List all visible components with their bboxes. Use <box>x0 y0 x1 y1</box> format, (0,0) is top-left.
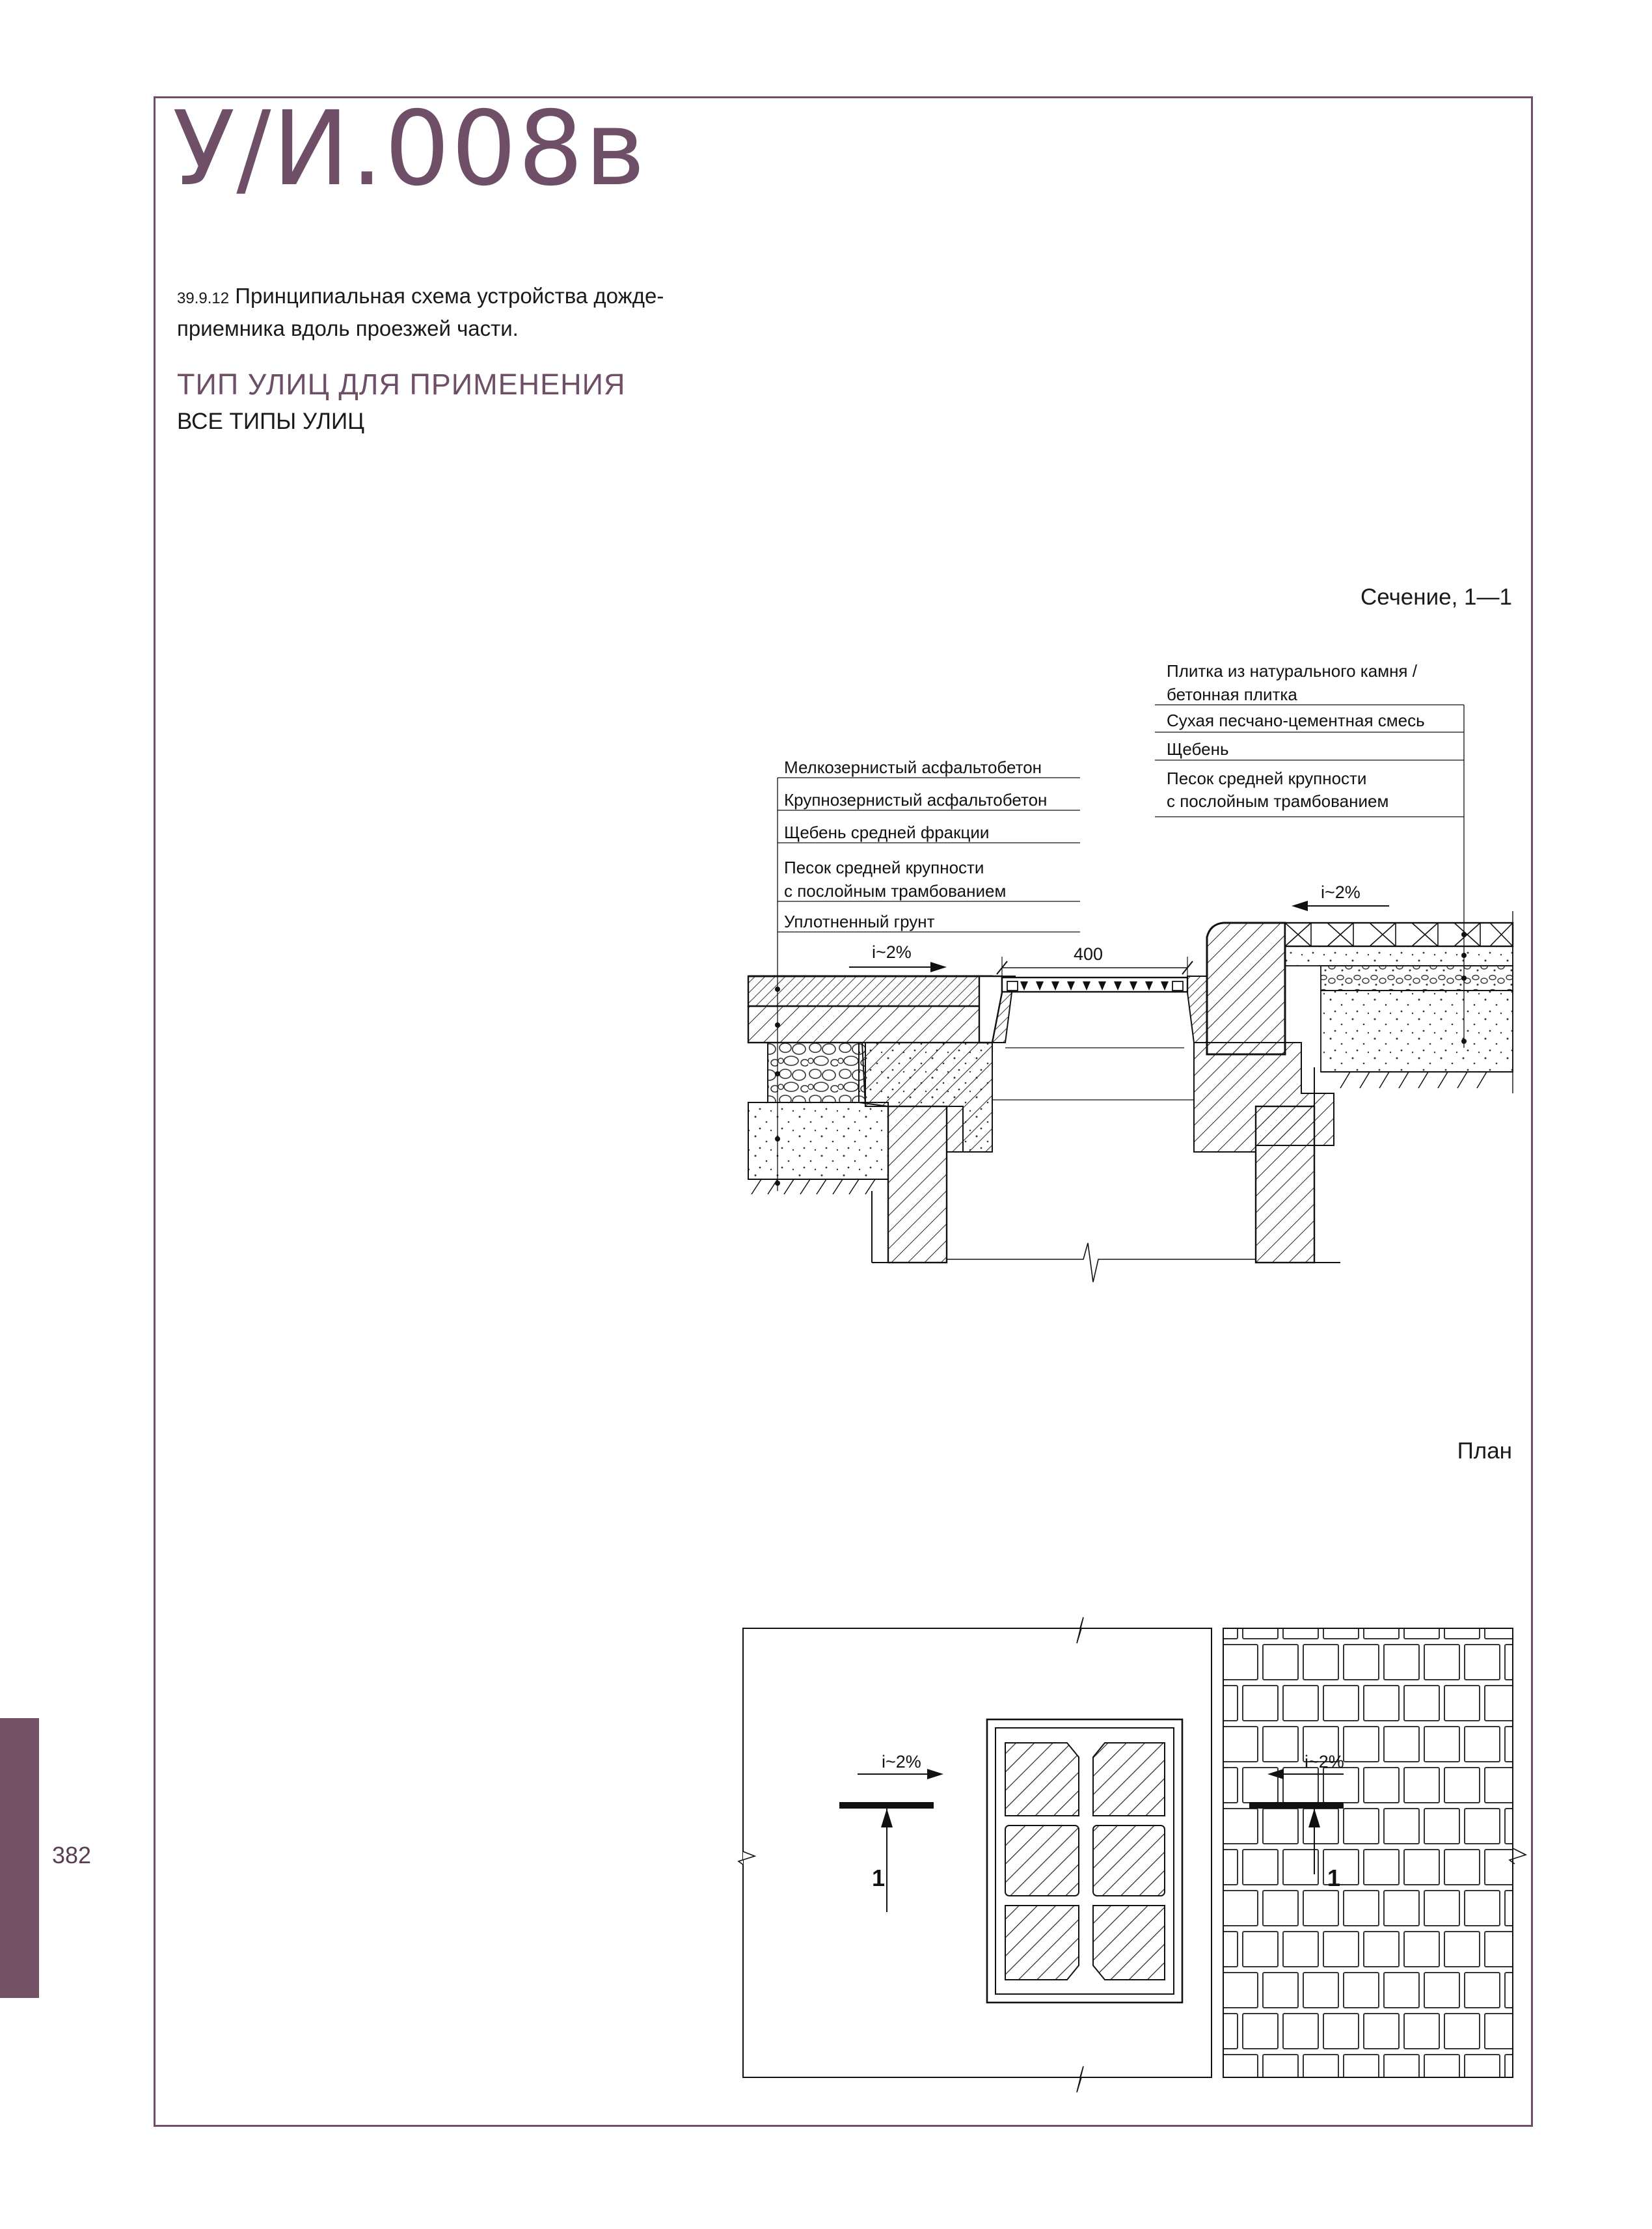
right-layer-3: Щебень <box>1167 739 1229 759</box>
left-layer-5: Уплотненный грунт <box>784 912 935 931</box>
plan-slope-right: i~2% <box>1305 1752 1344 1771</box>
page-number: 382 <box>52 1842 92 1868</box>
right-layer-2: Сухая песчано-цементная смесь <box>1167 711 1425 730</box>
caption-line-2: приемника вдоль проезжей части. <box>177 316 519 340</box>
right-layer-4a: Песок средней крупности <box>1167 769 1367 788</box>
slope-right-label: i~2% <box>1321 882 1361 902</box>
street-type-heading: ТИП УЛИЦ ДЛЯ ПРИМЕНЕНИЯ <box>177 368 626 401</box>
plan-cut-right: 1 <box>1327 1865 1341 1891</box>
section-title: Сечение, 1—1 <box>1360 584 1512 610</box>
plan-cut-left: 1 <box>872 1865 886 1891</box>
sheet-code: У/И.008в <box>172 89 647 209</box>
caption-number: 39.9.12 <box>177 290 230 307</box>
left-layer-4a: Песок средней крупности <box>784 858 984 877</box>
caption-line-1: Принципиальная схема устройства дожде- <box>235 284 664 308</box>
right-layer-1b: бетонная плитка <box>1167 685 1297 704</box>
left-layer-4b: с послойным трамбованием <box>784 881 1007 901</box>
right-layer-1a: Плитка из натурального камня / <box>1167 661 1417 681</box>
right-layer-4b: с послойным трамбованием <box>1167 791 1389 811</box>
street-type-value: ВСЕ ТИПЫ УЛИЦ <box>177 409 365 434</box>
side-tab <box>0 1718 39 1998</box>
plan-drawing <box>716 1601 1562 2109</box>
left-layer-2: Крупнозернистый асфальтобетон <box>784 790 1048 810</box>
plan-title: План <box>1457 1438 1512 1464</box>
slope-left-label: i~2% <box>872 942 912 962</box>
width-dimension: 400 <box>1074 944 1104 964</box>
plan-slope-left: i~2% <box>882 1752 921 1771</box>
left-layer-3: Щебень средней фракции <box>784 823 990 842</box>
left-layer-1: Мелкозернистый асфальтобетон <box>784 758 1042 777</box>
